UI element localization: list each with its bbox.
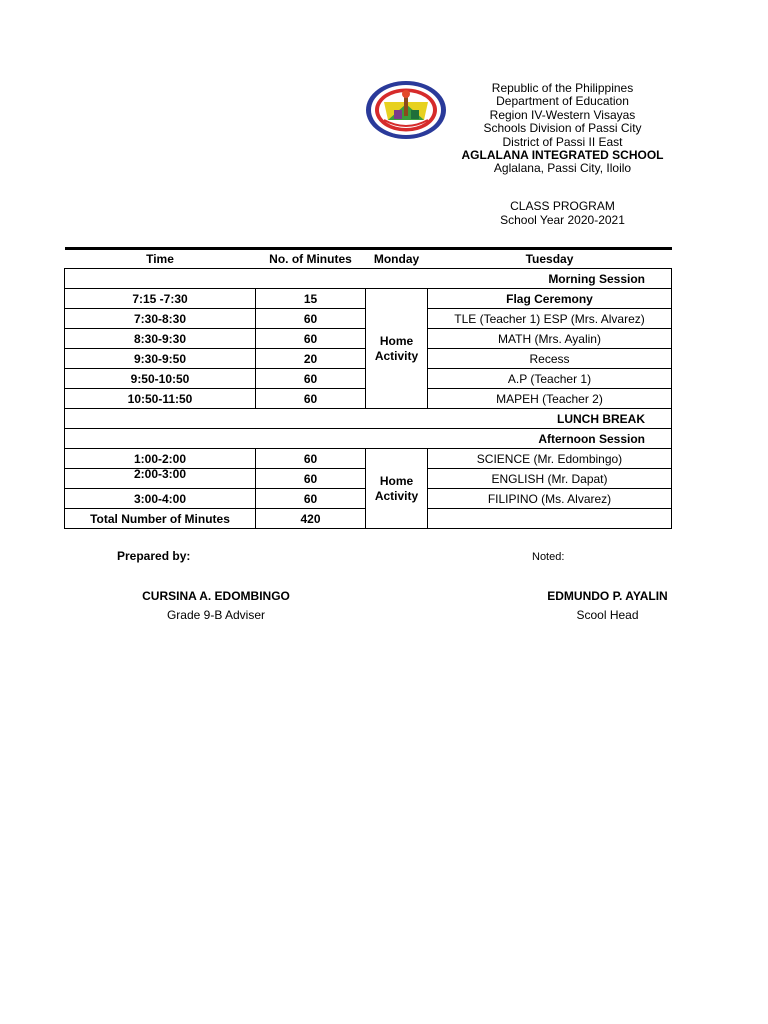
preparer-signature-block xyxy=(110,587,322,625)
col-header-monday: Monday xyxy=(366,249,428,269)
preparer-title: Grade 9-B Adviser xyxy=(166,608,266,622)
total-label: Total Number of Minutes xyxy=(65,509,256,529)
header-line-division: Schools Division of Passi City xyxy=(483,121,642,136)
header-line-republic: Republic of the Philippines xyxy=(491,81,634,95)
home-text: Home xyxy=(379,333,414,348)
deped-seal-logo xyxy=(364,80,448,140)
minutes-cell: 60 xyxy=(256,329,366,349)
minutes-cell: 60 xyxy=(256,489,366,509)
tuesday-cell: TLE (Teacher 1) ESP (Mrs. Alvarez) xyxy=(428,309,672,329)
minutes-cell: 60 xyxy=(256,389,366,409)
school-address: Aglalana, Passi City, Iloilo xyxy=(493,161,632,176)
time-cell: 1:00-2:00 xyxy=(65,449,256,469)
tuesday-cell: A.P (Teacher 1) xyxy=(428,369,672,389)
time-cell: 7:30-8:30 xyxy=(65,309,256,329)
monday-morning-cell xyxy=(366,289,428,409)
activity-text: Activity xyxy=(374,348,419,363)
header-line-district: District of Passi II East xyxy=(502,134,623,149)
table-row xyxy=(65,289,672,309)
home-text: Home xyxy=(379,473,414,488)
header-line-department: Department of Education xyxy=(496,94,629,109)
tuesday-cell: MATH (Mrs. Ayalin) xyxy=(428,329,672,349)
minutes-cell: 20 xyxy=(256,349,366,369)
monday-afternoon-cell xyxy=(366,449,428,529)
minutes-cell: 60 xyxy=(256,449,366,469)
lunch-break-label: LUNCH BREAK xyxy=(65,409,672,429)
morning-session-label: Morning Session xyxy=(65,269,672,289)
school-head-title: Scool Head xyxy=(576,608,639,622)
total-tuesday-empty xyxy=(428,509,672,529)
tuesday-cell: FILIPINO (Ms. Alvarez) xyxy=(428,489,672,509)
afternoon-session-label: Afternoon Session xyxy=(65,429,672,449)
minutes-cell: 60 xyxy=(256,469,366,489)
school-head-signature-block xyxy=(505,587,710,625)
total-value: 420 xyxy=(256,509,366,529)
preparer-name: CURSINA A. EDOMBINGO xyxy=(142,589,290,603)
letterhead xyxy=(440,82,685,176)
time-cell: 8:30-9:30 xyxy=(65,329,256,349)
afternoon-session-row xyxy=(65,429,672,449)
class-program-table xyxy=(64,247,672,529)
activity-text: Activity xyxy=(374,488,419,503)
program-title-block xyxy=(440,199,685,227)
time-cell: 9:30-9:50 xyxy=(65,349,256,369)
tuesday-cell: Flag Ceremony xyxy=(428,289,672,309)
tuesday-cell: ENGLISH (Mr. Dapat) xyxy=(428,469,672,489)
minutes-cell: 60 xyxy=(256,369,366,389)
prepared-by-label: Prepared by: xyxy=(117,549,191,563)
time-cell: 3:00-4:00 xyxy=(65,489,256,509)
time-cell: 10:50-11:50 xyxy=(65,389,256,409)
tuesday-cell: SCIENCE (Mr. Edombingo) xyxy=(428,449,672,469)
col-header-time: Time xyxy=(65,249,256,269)
minutes-cell: 60 xyxy=(256,309,366,329)
minutes-cell: 15 xyxy=(256,289,366,309)
morning-session-row xyxy=(65,269,672,289)
school-head-name: EDMUNDO P. AYALIN xyxy=(547,589,668,603)
tuesday-cell: Recess xyxy=(428,349,672,369)
header-line-region: Region IV-Western Visayas xyxy=(489,107,636,122)
time-cell: 7:15 -7:30 xyxy=(65,289,256,309)
school-name: AGLALANA INTEGRATED SCHOOL xyxy=(461,148,664,163)
school-year: School Year 2020-2021 xyxy=(500,213,625,227)
program-title: CLASS PROGRAM xyxy=(510,199,615,213)
col-header-minutes: No. of Minutes xyxy=(256,249,366,269)
time-cell: 2:00-3:00 xyxy=(65,469,256,489)
noted-label: Noted: xyxy=(532,551,565,563)
col-header-tuesday: Tuesday xyxy=(428,249,672,269)
table-row xyxy=(65,449,672,469)
tuesday-cell: MAPEH (Teacher 2) xyxy=(428,389,672,409)
lunch-break-row xyxy=(65,409,672,429)
table-header-row xyxy=(65,249,672,269)
time-cell: 9:50-10:50 xyxy=(65,369,256,389)
